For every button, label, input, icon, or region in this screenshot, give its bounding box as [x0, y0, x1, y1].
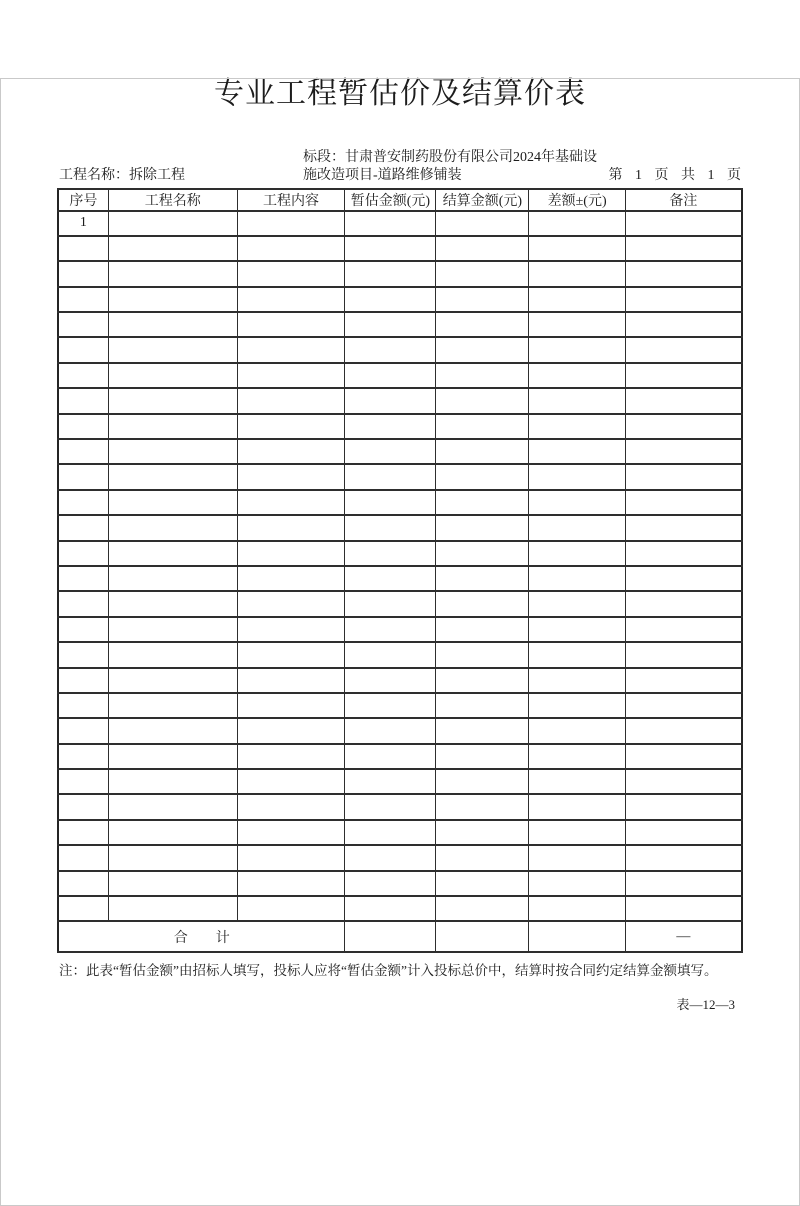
table-cell [625, 363, 742, 388]
table-cell [237, 287, 345, 312]
table-cell [58, 617, 108, 642]
table-cell [436, 591, 529, 616]
table-row [58, 642, 742, 667]
table-cell [345, 769, 436, 794]
table-cell [108, 642, 237, 667]
form-page [0, 78, 800, 1206]
table-cell [625, 896, 742, 921]
table-cell [58, 566, 108, 591]
table-cell [108, 515, 237, 540]
table-cell [345, 693, 436, 718]
table-cell: 1 [58, 211, 108, 236]
table-cell [58, 820, 108, 845]
table-cell [625, 312, 742, 337]
table-row [58, 541, 742, 566]
table-row [58, 439, 742, 464]
table-cell [529, 541, 625, 566]
table-cell [529, 642, 625, 667]
table-cell [625, 718, 742, 743]
table-body [58, 211, 742, 922]
table-cell [345, 794, 436, 819]
table-row [58, 820, 742, 845]
table-row [58, 591, 742, 616]
table-cell [345, 439, 436, 464]
table-cell [625, 617, 742, 642]
section-label [303, 149, 597, 185]
table-cell [529, 794, 625, 819]
table-cell [625, 845, 742, 870]
table-cell [436, 211, 529, 236]
table-cell [529, 744, 625, 769]
table-cell [58, 464, 108, 489]
table-cell [625, 287, 742, 312]
table-cell [237, 718, 345, 743]
table-cell [108, 464, 237, 489]
table-cell [58, 794, 108, 819]
header-remark: 备注 [625, 189, 742, 211]
total-label-cell: 合 计 [58, 921, 345, 952]
table-cell [625, 211, 742, 236]
table-cell [108, 439, 237, 464]
table-cell [58, 312, 108, 337]
table-cell [58, 490, 108, 515]
table-cell [625, 414, 742, 439]
table-cell [436, 490, 529, 515]
table-row [58, 211, 742, 236]
table-cell [345, 718, 436, 743]
table-cell [108, 693, 237, 718]
table-cell [237, 363, 345, 388]
table-cell [108, 769, 237, 794]
project-name-label: 工程名称：拆除工程 [59, 167, 185, 183]
table-cell [625, 541, 742, 566]
header-settlement-amount: 结算金额(元) [436, 189, 529, 211]
table-cell [529, 312, 625, 337]
table-cell [237, 211, 345, 236]
table-cell [529, 591, 625, 616]
table-cell [345, 464, 436, 489]
table-cell [436, 261, 529, 286]
table-cell [436, 236, 529, 261]
table-cell [237, 871, 345, 896]
table-cell [237, 490, 345, 515]
table-cell [237, 769, 345, 794]
table-cell [237, 794, 345, 819]
table-cell [58, 668, 108, 693]
total-difference-cell [529, 921, 625, 952]
table-cell [58, 287, 108, 312]
table-cell [345, 591, 436, 616]
total-settlement-cell [436, 921, 529, 952]
table-cell [529, 236, 625, 261]
table-cell [529, 845, 625, 870]
table-cell [529, 896, 625, 921]
table-cell [625, 464, 742, 489]
section-line-2: 施改造项目-道路维修铺装 [303, 167, 462, 183]
table-cell [529, 490, 625, 515]
table-cell [58, 591, 108, 616]
estimate-price-table [57, 188, 743, 954]
table-cell [237, 261, 345, 286]
table-cell [108, 363, 237, 388]
table-cell [436, 896, 529, 921]
table-cell [58, 693, 108, 718]
table-cell [237, 820, 345, 845]
table-cell [345, 541, 436, 566]
table-cell [108, 388, 237, 413]
table-cell [108, 718, 237, 743]
table-row [58, 845, 742, 870]
table-cell [625, 744, 742, 769]
header-seq: 序号 [58, 189, 108, 211]
table-cell [108, 414, 237, 439]
table-cell [436, 871, 529, 896]
header-project-content: 工程内容 [237, 189, 345, 211]
table-cell [345, 236, 436, 261]
table-cell [625, 769, 742, 794]
table-cell [436, 718, 529, 743]
table-cell [436, 566, 529, 591]
table-cell [625, 261, 742, 286]
table-cell [345, 337, 436, 362]
table-cell [58, 541, 108, 566]
table-cell [436, 845, 529, 870]
table-cell [436, 312, 529, 337]
table-cell [237, 312, 345, 337]
table-row [58, 490, 742, 515]
table-cell [529, 261, 625, 286]
table-row [58, 363, 742, 388]
table-cell [237, 896, 345, 921]
table-cell [625, 515, 742, 540]
table-row [58, 388, 742, 413]
table-row [58, 896, 742, 921]
table-cell [529, 287, 625, 312]
table-cell [345, 261, 436, 286]
table-cell [436, 515, 529, 540]
table-cell [345, 744, 436, 769]
table-cell [625, 337, 742, 362]
table-cell [529, 668, 625, 693]
table-cell [625, 642, 742, 667]
table-cell [529, 566, 625, 591]
table-cell [529, 464, 625, 489]
table-cell [529, 388, 625, 413]
table-cell [529, 769, 625, 794]
form-header-info [57, 146, 743, 188]
table-cell [436, 693, 529, 718]
table-row [58, 566, 742, 591]
table-cell [108, 744, 237, 769]
table-cell [345, 414, 436, 439]
table-cell [529, 211, 625, 236]
header-difference: 差额±(元) [529, 189, 625, 211]
table-cell [237, 744, 345, 769]
table-cell [108, 820, 237, 845]
table-cell [108, 261, 237, 286]
table-cell [108, 287, 237, 312]
table-row [58, 693, 742, 718]
page-title: 专业工程暂估价及结算价表 [214, 77, 586, 110]
form-code-label: 表—12—3 [676, 997, 735, 1013]
total-remark-cell: — [625, 921, 742, 952]
table-cell [58, 845, 108, 870]
table-cell [625, 566, 742, 591]
table-cell [237, 693, 345, 718]
header-project-name: 工程名称 [108, 189, 237, 211]
table-cell [237, 541, 345, 566]
table-cell [237, 414, 345, 439]
table-cell [345, 490, 436, 515]
table-cell [237, 668, 345, 693]
table-cell [436, 287, 529, 312]
table-cell [58, 871, 108, 896]
table-row [58, 617, 742, 642]
table-cell [529, 337, 625, 362]
table-cell [436, 363, 529, 388]
table-cell [345, 845, 436, 870]
table-cell [529, 515, 625, 540]
table-cell [529, 439, 625, 464]
table-row [58, 515, 742, 540]
table-row [58, 287, 742, 312]
table-cell [58, 718, 108, 743]
table-cell [436, 769, 529, 794]
table-cell [108, 566, 237, 591]
table-cell [237, 617, 345, 642]
table-cell [345, 820, 436, 845]
table-cell [345, 617, 436, 642]
table-cell [529, 414, 625, 439]
footnote: 注：此表“暂估金额”由招标人填写，投标人应将“暂估金额”计入投标总价中，结算时按合同约定结算金额填写。 [59, 963, 718, 979]
table-row [58, 261, 742, 286]
table-cell [108, 541, 237, 566]
table-cell [108, 668, 237, 693]
table-cell [625, 490, 742, 515]
table-header [58, 189, 742, 211]
table-cell [58, 236, 108, 261]
table-row [58, 464, 742, 489]
table-cell [345, 871, 436, 896]
table-cell [237, 464, 345, 489]
table-cell [345, 388, 436, 413]
table-cell [436, 642, 529, 667]
table-cell [237, 439, 345, 464]
table-cell [108, 312, 237, 337]
table-cell [108, 617, 237, 642]
table-row [58, 668, 742, 693]
table-cell [436, 439, 529, 464]
table-cell [625, 236, 742, 261]
table-cell [529, 693, 625, 718]
table-cell [345, 668, 436, 693]
table-cell [436, 464, 529, 489]
table-row [58, 718, 742, 743]
table-cell [237, 642, 345, 667]
table-cell [625, 871, 742, 896]
table-row [58, 744, 742, 769]
table-cell [436, 820, 529, 845]
table-cell [58, 769, 108, 794]
table-cell [58, 388, 108, 413]
table-cell [108, 591, 237, 616]
table-cell [436, 668, 529, 693]
total-estimate-cell [345, 921, 436, 952]
document-page [0, 78, 800, 1206]
table-row [58, 236, 742, 261]
table-row [58, 871, 742, 896]
table-cell [529, 617, 625, 642]
table-cell [58, 744, 108, 769]
table-cell [237, 845, 345, 870]
table-cell [436, 541, 529, 566]
table-cell [529, 871, 625, 896]
table-cell [345, 515, 436, 540]
table-row [58, 769, 742, 794]
table-cell [625, 439, 742, 464]
table-cell [436, 794, 529, 819]
table-cell [58, 414, 108, 439]
table-cell [625, 388, 742, 413]
table-cell [436, 414, 529, 439]
table-cell [108, 871, 237, 896]
page-number-label: 第 1 页 共 1 页 [608, 167, 741, 183]
table-cell [108, 896, 237, 921]
table-cell [237, 591, 345, 616]
table-cell [237, 337, 345, 362]
table-cell [436, 617, 529, 642]
table-cell [529, 363, 625, 388]
table-cell [625, 693, 742, 718]
table-cell [436, 337, 529, 362]
table-cell [529, 820, 625, 845]
table-cell [58, 337, 108, 362]
table-footer [58, 921, 742, 952]
table-cell [108, 337, 237, 362]
table-cell [108, 794, 237, 819]
table-cell [625, 794, 742, 819]
table-row [58, 414, 742, 439]
table-cell [345, 287, 436, 312]
table-cell [625, 591, 742, 616]
table-cell [237, 236, 345, 261]
table-cell [345, 566, 436, 591]
table-cell [625, 820, 742, 845]
header-estimate-amount: 暂估金额(元) [345, 189, 436, 211]
table-cell [58, 363, 108, 388]
total-row [58, 921, 742, 952]
table-cell [345, 642, 436, 667]
table-row [58, 312, 742, 337]
table-cell [436, 744, 529, 769]
table-header-row [58, 189, 742, 211]
table-cell [58, 261, 108, 286]
table-cell [58, 515, 108, 540]
table-cell [237, 515, 345, 540]
table-row [58, 337, 742, 362]
table-cell [625, 668, 742, 693]
table-cell [58, 896, 108, 921]
table-cell [108, 845, 237, 870]
table-cell [529, 718, 625, 743]
table-cell [345, 363, 436, 388]
table-cell [345, 312, 436, 337]
table-cell [108, 236, 237, 261]
table-row [58, 794, 742, 819]
table-cell [436, 388, 529, 413]
table-cell [237, 388, 345, 413]
table-cell [345, 896, 436, 921]
table-cell [108, 211, 237, 236]
table-cell [237, 566, 345, 591]
table-cell [58, 642, 108, 667]
section-line-1: 标段：甘肃普安制药股份有限公司2024年基础设 [303, 149, 597, 165]
table-cell [345, 211, 436, 236]
table-cell [108, 490, 237, 515]
table-cell [58, 439, 108, 464]
